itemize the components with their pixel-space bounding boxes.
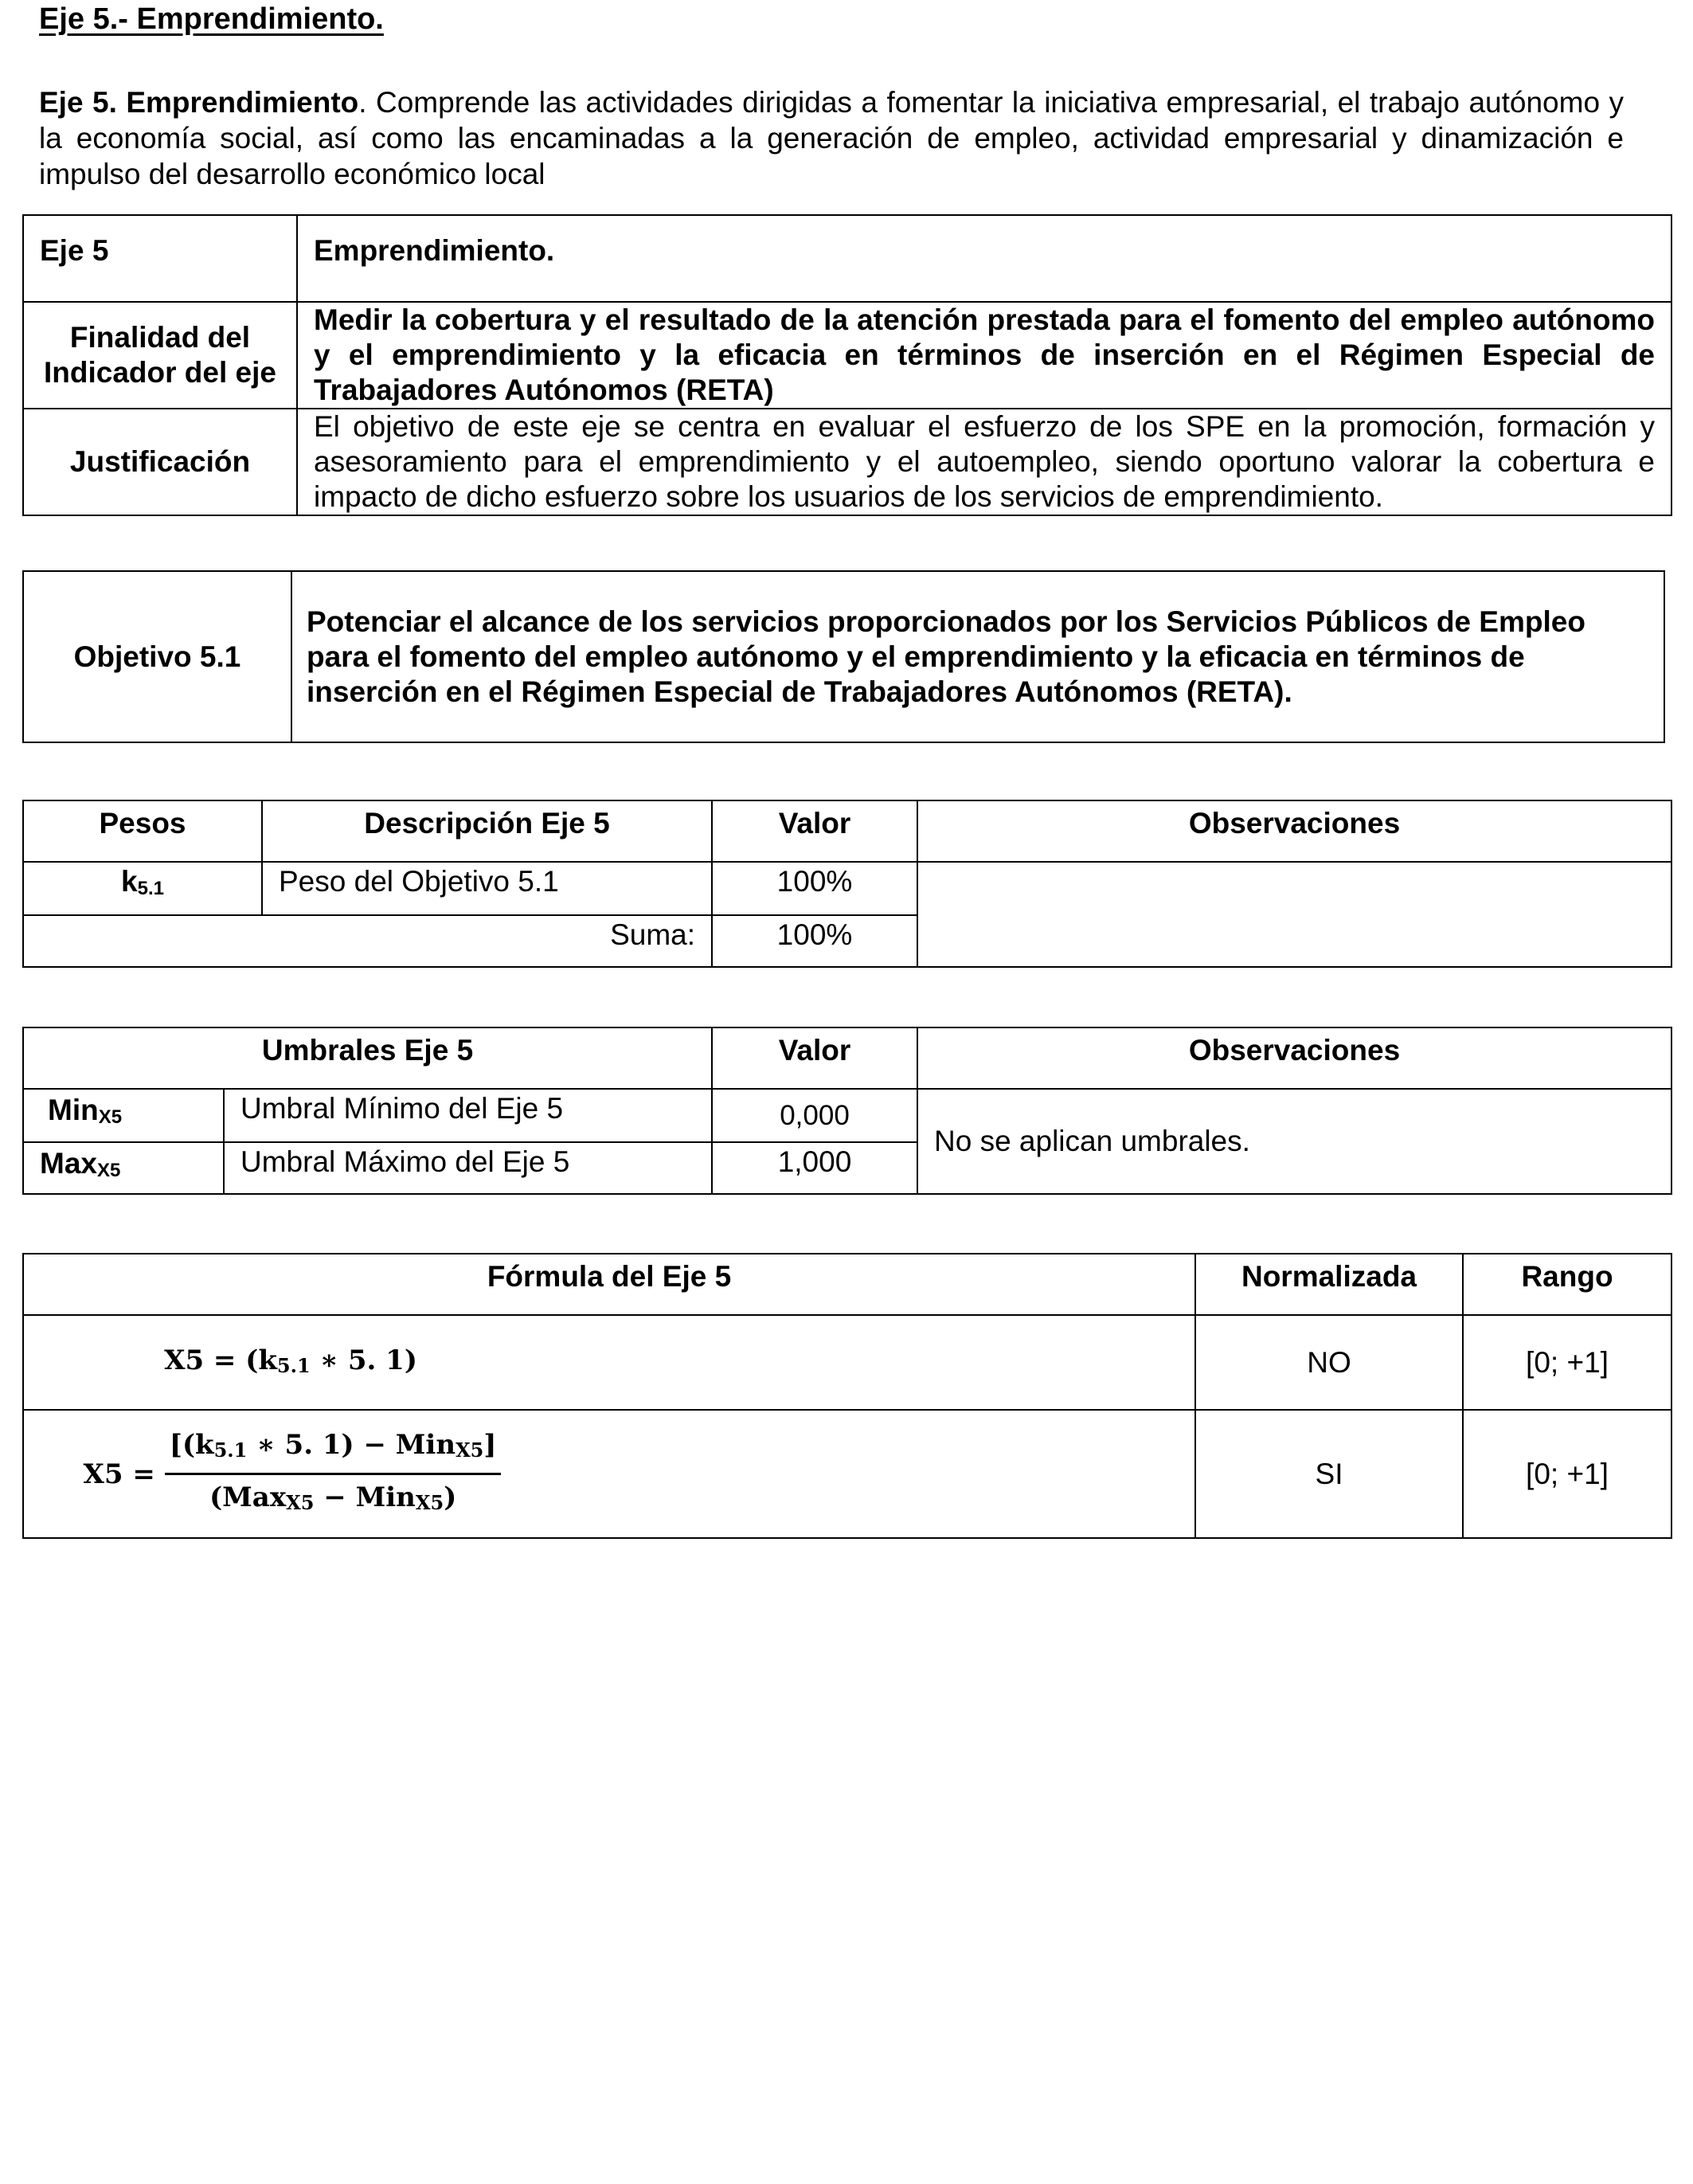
justificacion-value: El objetivo de este eje se centra en evaluar el esfuerzo de los SPE en la promoción, formación y asesoramiento para el emprendimiento y el autoempleo, siendo oportuno valorar la cobertura e impacto de dicho esfuerzo sobre los usuarios de los servicios de emprendimiento. [297, 409, 1671, 515]
formula-1-rango: [0; +1] [1463, 1315, 1671, 1410]
pesos-table [22, 800, 1672, 968]
objetivo-table [22, 570, 1665, 743]
umbrales-observaciones-header: Observaciones [917, 1027, 1671, 1089]
normalizada-header: Normalizada [1195, 1254, 1463, 1315]
umbrales-valor-header: Valor [712, 1027, 917, 1089]
intro-lead: Eje 5. Emprendimiento [39, 86, 359, 119]
k51-symbol: $k_{5.1}$ [23, 862, 262, 915]
max-value: 1,000 [712, 1142, 917, 1194]
eje-value: Emprendimiento. [297, 215, 1671, 302]
max-symbol: Max$_{X5}$ [23, 1142, 224, 1194]
umbrales-header: Umbrales Eje 5 [23, 1027, 712, 1089]
formula-header: Fórmula del Eje 5 [23, 1254, 1195, 1315]
eje-label: Eje 5 [23, 215, 297, 302]
formula-2: X5 = $\frac{[(k_{5.1} ∗ 5. 1) - Min_{X5}]}{(Max_{X5} - Min_{X5})}$ [23, 1410, 1195, 1538]
pesos-header: Pesos [23, 800, 262, 862]
eje-table [22, 214, 1672, 516]
formula-2-rango: [0; +1] [1463, 1410, 1671, 1538]
formula-2-normalizada: SI [1195, 1410, 1463, 1538]
suma-label: Suma: [23, 915, 712, 967]
min-description: Umbral Mínimo del Eje 5 [224, 1089, 712, 1142]
descripcion-header: Descripción Eje 5 [262, 800, 712, 862]
min-symbol: Min$_{X5}$ [23, 1089, 224, 1142]
formula-1: $X5 = (k_{5.1}$ ∗ 5. 1) [23, 1315, 1195, 1410]
umbrales-observacion: No se aplican umbrales. [917, 1089, 1671, 1194]
objetivo-value: Potenciar el alcance de los servicios proporcionados por los Servicios Públicos de Empleo para el fomento del empleo autónomo y el emprendimiento y la eficacia en términos de inserción en el Régimen Especial de Trabajadores Autónomos (RETA). [291, 571, 1664, 742]
k51-description: Peso del Objetivo 5.1 [262, 862, 712, 915]
formula-2-numerator: [($k_{5.1}$ ∗ 5. 1) − Min$_{X5}$] [165, 1427, 502, 1475]
k51-value: 100% [712, 862, 917, 915]
objetivo-label: Objetivo 5.1 [23, 571, 291, 742]
intro-text: . Comprende las actividades dirigidas a fomentar la iniciativa empresarial, el trabajo autónomo y la economía social, así como las encaminadas a la generación de empleo, actividad empresarial y dinamización e impulso del desarrollo económico local [39, 86, 1624, 190]
formula-2-denominator: (Max$_{X5}$ − Min$_{X5}$) [209, 1481, 457, 1514]
finalidad-value: Medir la cobertura y el resultado de la atención prestada para el fomento del empleo autónomo y el emprendimiento y la eficacia en términos de inserción en el Régimen Especial de Trabajadores Autónomos (RETA) [297, 302, 1671, 409]
formula-1-normalizada: NO [1195, 1315, 1463, 1410]
justificacion-label: Justificación [23, 409, 297, 515]
section-heading: Eje 5.- Emprendimiento. [39, 2, 384, 36]
min-value: 0,000 [712, 1089, 917, 1142]
umbrales-table [22, 1027, 1672, 1195]
finalidad-label: Finalidad del Indicador del eje [23, 302, 297, 409]
valor-header: Valor [712, 800, 917, 862]
observaciones-header: Observaciones [917, 800, 1671, 862]
suma-value: 100% [712, 915, 917, 967]
formula-2-fraction [165, 1427, 502, 1521]
rango-header: Rango [1463, 1254, 1671, 1315]
intro-paragraph [39, 84, 1624, 192]
formula-table [22, 1253, 1672, 1539]
pesos-observaciones-cell [917, 862, 1671, 967]
max-description: Umbral Máximo del Eje 5 [224, 1142, 712, 1194]
